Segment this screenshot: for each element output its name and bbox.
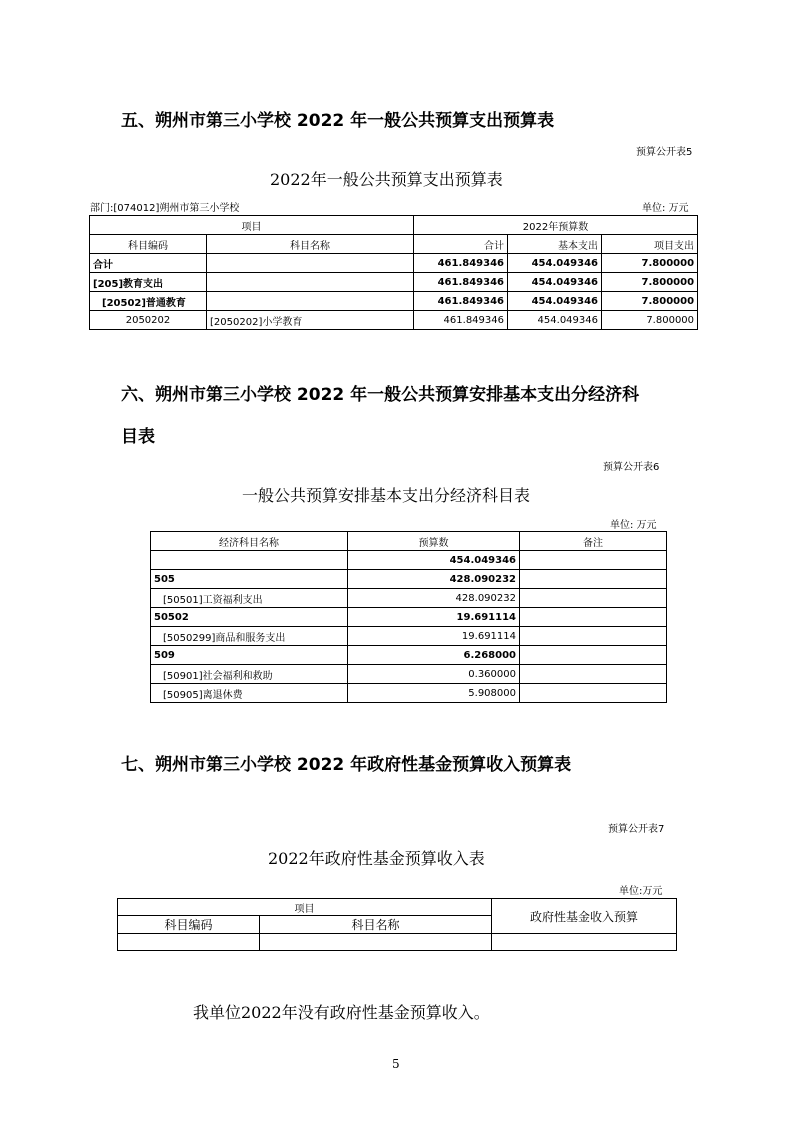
table-row bbox=[151, 570, 667, 589]
row-amount: 19.691114 bbox=[348, 608, 520, 627]
row-name: 509 bbox=[151, 646, 348, 665]
table-row bbox=[151, 684, 667, 703]
row-amount: 19.691114 bbox=[348, 627, 520, 646]
section6-heading-line2: 目表 bbox=[121, 427, 155, 447]
header-note: 备注 bbox=[520, 532, 667, 551]
row-name bbox=[207, 292, 414, 311]
row-project: 7.800000 bbox=[602, 254, 698, 273]
row-amount: 5.908000 bbox=[348, 684, 520, 703]
row-note bbox=[520, 627, 667, 646]
row-name: [50501]工资福利支出 bbox=[151, 589, 348, 608]
section7-form-no: 预算公开表7 bbox=[608, 824, 665, 835]
header-amount: 预算数 bbox=[348, 532, 520, 551]
table-row bbox=[151, 627, 667, 646]
row-total: 461.849346 bbox=[414, 273, 508, 292]
row-name: [50901]社会福利和救助 bbox=[151, 665, 348, 684]
header-name: 科目名称 bbox=[260, 916, 492, 934]
header-code: 科目编码 bbox=[118, 916, 260, 934]
row-amount: 6.268000 bbox=[348, 646, 520, 665]
section6-table bbox=[150, 531, 667, 703]
section5-form-no: 预算公开表5 bbox=[636, 147, 693, 158]
row-project: 7.800000 bbox=[602, 311, 698, 330]
table-row bbox=[118, 934, 677, 951]
table-row bbox=[151, 646, 667, 665]
row-basic: 454.049346 bbox=[508, 254, 602, 273]
row-note bbox=[520, 551, 667, 570]
section5-heading: 五、朔州市第三小学校 2022 年一般公共预算支出预算表 bbox=[121, 111, 555, 131]
table-row bbox=[90, 292, 698, 311]
header-income: 政府性基金收入预算 bbox=[492, 899, 677, 934]
row-code: [205]教育支出 bbox=[90, 273, 207, 292]
row-amount: 454.049346 bbox=[348, 551, 520, 570]
row-name: 505 bbox=[151, 570, 348, 589]
header-item: 项目 bbox=[90, 216, 414, 235]
row-note bbox=[520, 665, 667, 684]
row-note bbox=[520, 570, 667, 589]
row-name: [5050299]商品和服务支出 bbox=[151, 627, 348, 646]
row-code: 合计 bbox=[90, 254, 207, 273]
table-row bbox=[151, 665, 667, 684]
header-budget: 2022年预算数 bbox=[414, 216, 698, 235]
section5-unit: 单位: 万元 bbox=[642, 203, 689, 214]
section7-table-title: 2022年政府性基金预算收入表 bbox=[268, 849, 485, 868]
table-row bbox=[151, 589, 667, 608]
section5-table-title: 2022年一般公共预算支出预算表 bbox=[270, 170, 503, 189]
table-row bbox=[151, 551, 667, 570]
row-name bbox=[151, 551, 348, 570]
row-total: 461.849346 bbox=[414, 311, 508, 330]
section7-heading: 七、朔州市第三小学校 2022 年政府性基金预算收入预算表 bbox=[121, 755, 572, 775]
row-note bbox=[520, 684, 667, 703]
header-code: 科目编码 bbox=[90, 235, 207, 254]
header-item: 项目 bbox=[118, 899, 492, 916]
page-number: 5 bbox=[392, 1057, 400, 1071]
row-name: [2050202]小学教育 bbox=[207, 311, 414, 330]
row-basic: 454.049346 bbox=[508, 311, 602, 330]
row-amount: 428.090232 bbox=[348, 589, 520, 608]
section6-form-no: 预算公开表6 bbox=[603, 462, 660, 473]
section6-heading-line1: 六、朔州市第三小学校 2022 年一般公共预算安排基本支出分经济科 bbox=[121, 385, 640, 405]
table-row bbox=[90, 254, 698, 273]
table-row bbox=[90, 273, 698, 292]
row-name: 50502 bbox=[151, 608, 348, 627]
header-econ-name: 经济科目名称 bbox=[151, 532, 348, 551]
row-total: 461.849346 bbox=[414, 254, 508, 273]
no-fund-statement: 我单位2022年没有政府性基金预算收入。 bbox=[193, 1003, 490, 1022]
section5-dept: 部门:[074012]朔州市第三小学校 bbox=[90, 203, 240, 214]
row-name: [50905]离退休费 bbox=[151, 684, 348, 703]
section7-unit: 单位:万元 bbox=[619, 886, 663, 897]
row-code: [20502]普通教育 bbox=[90, 292, 207, 311]
header-name: 科目名称 bbox=[207, 235, 414, 254]
row-project: 7.800000 bbox=[602, 273, 698, 292]
section7-table bbox=[117, 898, 677, 951]
section6-table-title: 一般公共预算安排基本支出分经济科目表 bbox=[242, 486, 531, 505]
table-row bbox=[151, 608, 667, 627]
row-total: 461.849346 bbox=[414, 292, 508, 311]
row-name bbox=[207, 273, 414, 292]
row-basic: 454.049346 bbox=[508, 273, 602, 292]
header-basic: 基本支出 bbox=[508, 235, 602, 254]
row-note bbox=[520, 646, 667, 665]
row-name bbox=[207, 254, 414, 273]
section6-unit: 单位: 万元 bbox=[610, 520, 657, 531]
row-amount: 428.090232 bbox=[348, 570, 520, 589]
header-project: 项目支出 bbox=[602, 235, 698, 254]
row-project: 7.800000 bbox=[602, 292, 698, 311]
row-note bbox=[520, 608, 667, 627]
row-note bbox=[520, 589, 667, 608]
section5-table bbox=[89, 215, 698, 330]
row-code: 2050202 bbox=[90, 311, 207, 330]
table-row bbox=[90, 311, 698, 330]
header-total: 合计 bbox=[414, 235, 508, 254]
row-basic: 454.049346 bbox=[508, 292, 602, 311]
row-amount: 0.360000 bbox=[348, 665, 520, 684]
